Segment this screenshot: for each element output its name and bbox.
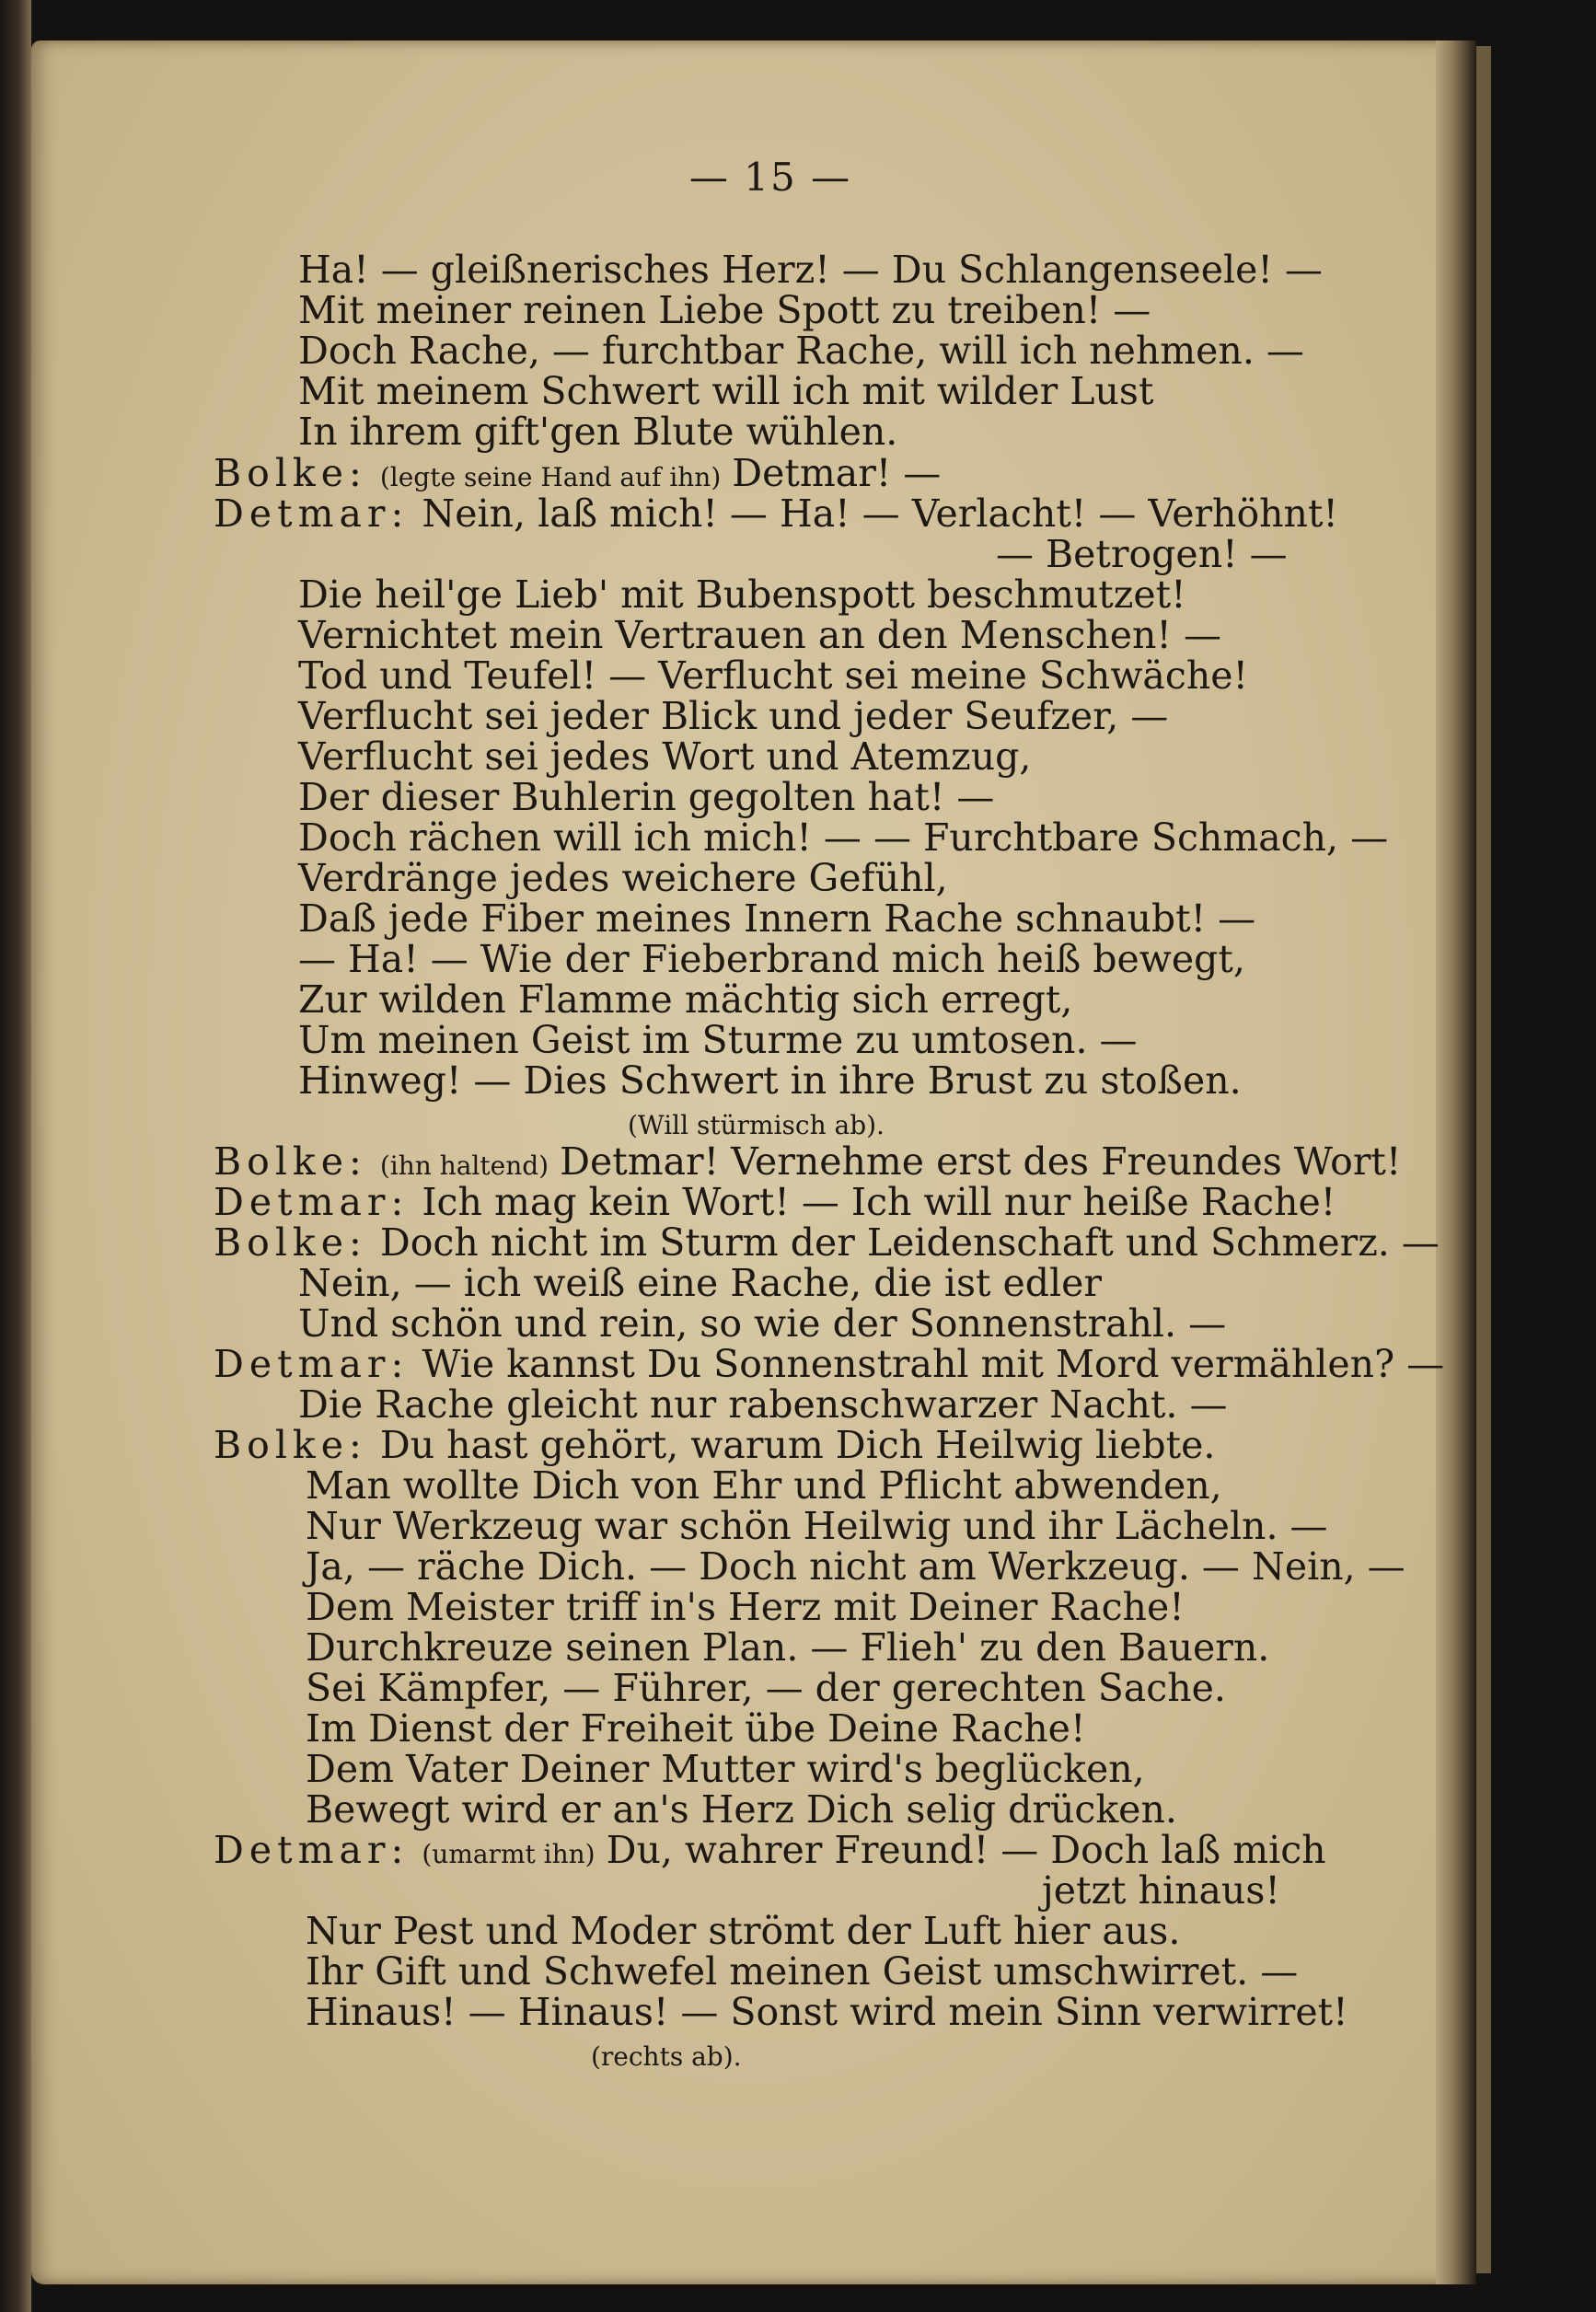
text-line [214,1424,1215,1466]
verse-text: Ja, — räche Dich. — Doch nicht am Werkzeug. — Nein, — [306,1544,1405,1589]
verse-text: Nein, laß mich! — Ha! — Verlacht! — Verhöhnt! [422,491,1338,536]
stage-direction: (umarmt ihn) [422,1839,596,1869]
book-spine [0,0,31,2312]
verse-text: Hinweg! — Dies Schwert in ihre Brust zu stoßen. [298,1058,1242,1103]
verse-text: Verflucht sei jedes Wort und Atemzug, [298,734,1032,779]
text-line [591,2031,753,2078]
verse-text: Hinaus! — Hinaus! — Sonst wird mein Sinn verwirret! [306,1990,1348,2034]
text-line [298,897,1255,940]
text-line [298,978,1072,1021]
verse-text: Wie kannst Du Sonnenstrahl mit Mord vermählen? — [422,1342,1445,1386]
verse-text: Verdränge jedes weichere Gefühl, [298,856,948,900]
speaker-name: Bolke: [214,1139,367,1184]
verse-text: Nein, — ich weiß eine Rache, die ist edler [298,1261,1102,1305]
verse-text: Mit meiner reinen Liebe Spott zu treiben! — [298,288,1151,332]
text-line [306,1950,1298,1993]
verse-text: Ha! — gleißnerisches Herz! — Du Schlangenseele! — [298,248,1323,292]
text-line [298,573,1186,616]
text-line [996,533,1288,575]
text-line [298,816,1388,859]
verse-text: Bewegt wird er an's Herz Dich selig drücken. [306,1787,1177,1832]
verse-text: Detmar! Vernehme erst des Freundes Wort! [560,1139,1402,1184]
text-line [298,654,1248,697]
verse-text: Doch nicht im Sturm der Leidenschaft und Schmerz. — [379,1220,1440,1265]
verse-text: — Betrogen! — [996,532,1288,576]
verse-text: Man wollte Dich von Ehr und Pflicht abwenden, [306,1463,1222,1508]
verse-text: In ihrem gift'gen Blute wühlen. [298,410,898,454]
text-line [306,1545,1405,1588]
verse-text: Und schön und rein, so wie der Sonnenstrahl. — [298,1301,1227,1346]
verse-text: Tod und Teufel! — Verflucht sei meine Schwäche! [298,653,1248,698]
verse-text: Durchkreuze seinen Plan. — Flieh' zu den Bauern. [306,1625,1270,1670]
verse-text: Verflucht sei jeder Blick und jeder Seufzer, — [298,694,1169,738]
text-line [306,1748,1145,1790]
verse-text: Der dieser Buhlerin gegolten hat! — [298,775,995,819]
text-line [298,857,948,899]
verse-text: Vernichtet mein Vertrauen an den Menschen! — [298,613,1221,657]
speaker-name: Detmar: [214,491,410,536]
text-line [298,410,897,453]
text-line [306,1626,1269,1669]
text-line [306,1910,1180,1952]
verse-text: Dem Meister triff in's Herz mit Deiner Rache! [306,1585,1185,1629]
speaker-name: Detmar: [214,1342,410,1386]
stage-direction: (legte seine Hand auf ihn) [379,462,722,492]
text-line [214,492,1338,535]
text-line [298,370,1153,412]
speaker-name: Bolke: [214,1423,367,1467]
text-line [1042,1869,1280,1912]
verse-text: Doch rächen will ich mich! — — Furchtbare Schmach, — [298,815,1389,860]
text-line [298,614,1221,656]
text-line [298,1262,1102,1304]
text-line [298,938,1245,980]
verse-text: Detmar! — [732,451,942,495]
verse-text: Nur Werkzeug war schön Heilwig und ihr Lächeln. — [306,1504,1328,1548]
page-gutter-shadow [1436,40,1476,2284]
text-line [306,1586,1185,1628]
text-line [298,1302,1226,1345]
speaker-name: Bolke: [214,451,367,495]
verse-text: Zur wilden Flamme mächtig sich erregt, [298,977,1073,1022]
verse-text: — Ha! — Wie der Fieberbrand mich heiß bewegt, [298,937,1245,981]
text-line [306,1707,1085,1750]
verse-text: Sei Kämpfer, — Führer, — der gerechten Sache. [306,1666,1226,1710]
speaker-name: Bolke: [214,1220,367,1265]
text-line [298,289,1151,331]
page-number: — 15 — [688,155,852,200]
text-line [298,1383,1228,1426]
verse-text: Dem Vater Deiner Mutter wird's beglücken, [306,1747,1145,1791]
text-line [298,735,1031,778]
text-line [214,1181,1336,1223]
verse-text: jetzt hinaus! [1042,1868,1280,1913]
verse-text: Ihr Gift und Schwefel meinen Geist umschwirret. — [306,1949,1299,1994]
text-line [298,1019,1138,1061]
verse-text: Die Rache gleicht nur rabenschwarzer Nacht. — [298,1382,1228,1427]
text-line [306,1667,1226,1709]
speaker-name: Detmar: [214,1180,410,1224]
stage-direction: (rechts ab). [591,2041,742,2072]
book-edge [1476,46,1491,2273]
verse-text: Daß jede Fiber meines Innern Rache schnaubt! — [298,896,1256,941]
verse-text: Im Dienst der Freiheit übe Deine Rache! [306,1706,1086,1751]
stage-direction: (Will stürmisch ab). [628,1110,885,1140]
text-line [306,1991,1348,2033]
text-line [298,695,1168,737]
text-line [298,1059,1242,1102]
text-line [214,1221,1440,1264]
text-line [298,329,1304,372]
verse-text: Nur Pest und Moder strömt der Luft hier aus. [306,1909,1181,1953]
verse-text: Ich mag kein Wort! — Ich will nur heiße Rache! [422,1180,1336,1224]
text-line [306,1464,1222,1507]
text-line [306,1788,1177,1831]
verse-text: Doch Rache, — furchtbar Rache, will ich nehmen. — [298,329,1304,373]
verse-text: Du, wahrer Freund! — Doch laß mich [606,1828,1326,1872]
text-line [298,249,1323,291]
stage-direction: (ihn haltend) [379,1150,549,1181]
verse-text: Die heil'ge Lieb' mit Bubenspott beschmutzet! [298,572,1186,617]
text-line [214,1343,1444,1385]
speaker-name: Detmar: [214,1828,410,1872]
verse-text: Um meinen Geist im Sturme zu umtosen. — [298,1018,1138,1062]
text-line [298,776,994,818]
text-line [306,1505,1328,1547]
verse-text: Mit meinem Schwert will ich mit wilder Lust [298,369,1154,413]
verse-text: Du hast gehört, warum Dich Heilwig liebte. [379,1423,1216,1467]
